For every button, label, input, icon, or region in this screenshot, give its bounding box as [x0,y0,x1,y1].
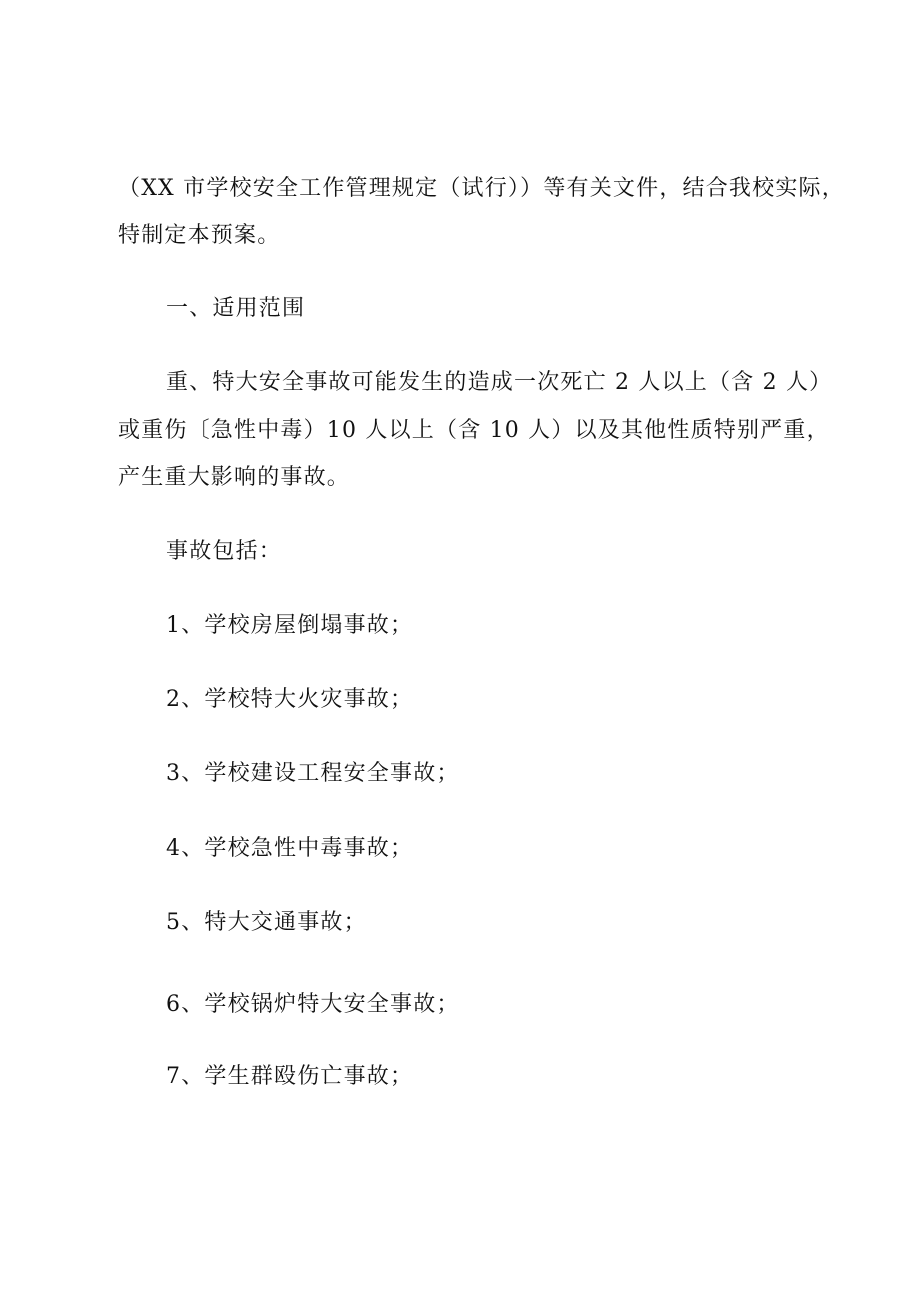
paragraph-line-2: 特制定本预案。 [118,223,281,248]
accident-list-item: 3、学校建设工程安全事故； [166,761,460,786]
scope-paragraph-line-3: 产生重大影响的事故。 [118,465,351,490]
accident-list-item: 7、学生群殴伤亡事故； [166,1064,414,1089]
accident-list-item: 4、学校急性中毒事故； [166,836,414,861]
accident-list-item: 5、特大交通事故； [166,910,367,935]
accident-list-item: 6、学校锅炉特大安全事故； [166,992,460,1017]
section-heading-scope: 一、适用范围 [166,296,306,321]
scope-paragraph-line-2: 或重伤〔急性中毒）10 人以上（含 10 人）以及其他性质特别严重， [118,418,830,443]
accident-list-item: 1、学校房屋倒塌事故； [166,613,414,638]
paragraph-line-1: （XX 市学校安全工作管理规定（试行））等有关文件，结合我校实际， [118,176,845,201]
scope-paragraph-line-1: 重、特大安全事故可能发生的造成一次死亡 2 人以上（含 2 人） [166,370,833,395]
accident-list-item: 2、学校特大火灾事故； [166,687,414,712]
accident-list-intro: 事故包括： [166,539,283,564]
